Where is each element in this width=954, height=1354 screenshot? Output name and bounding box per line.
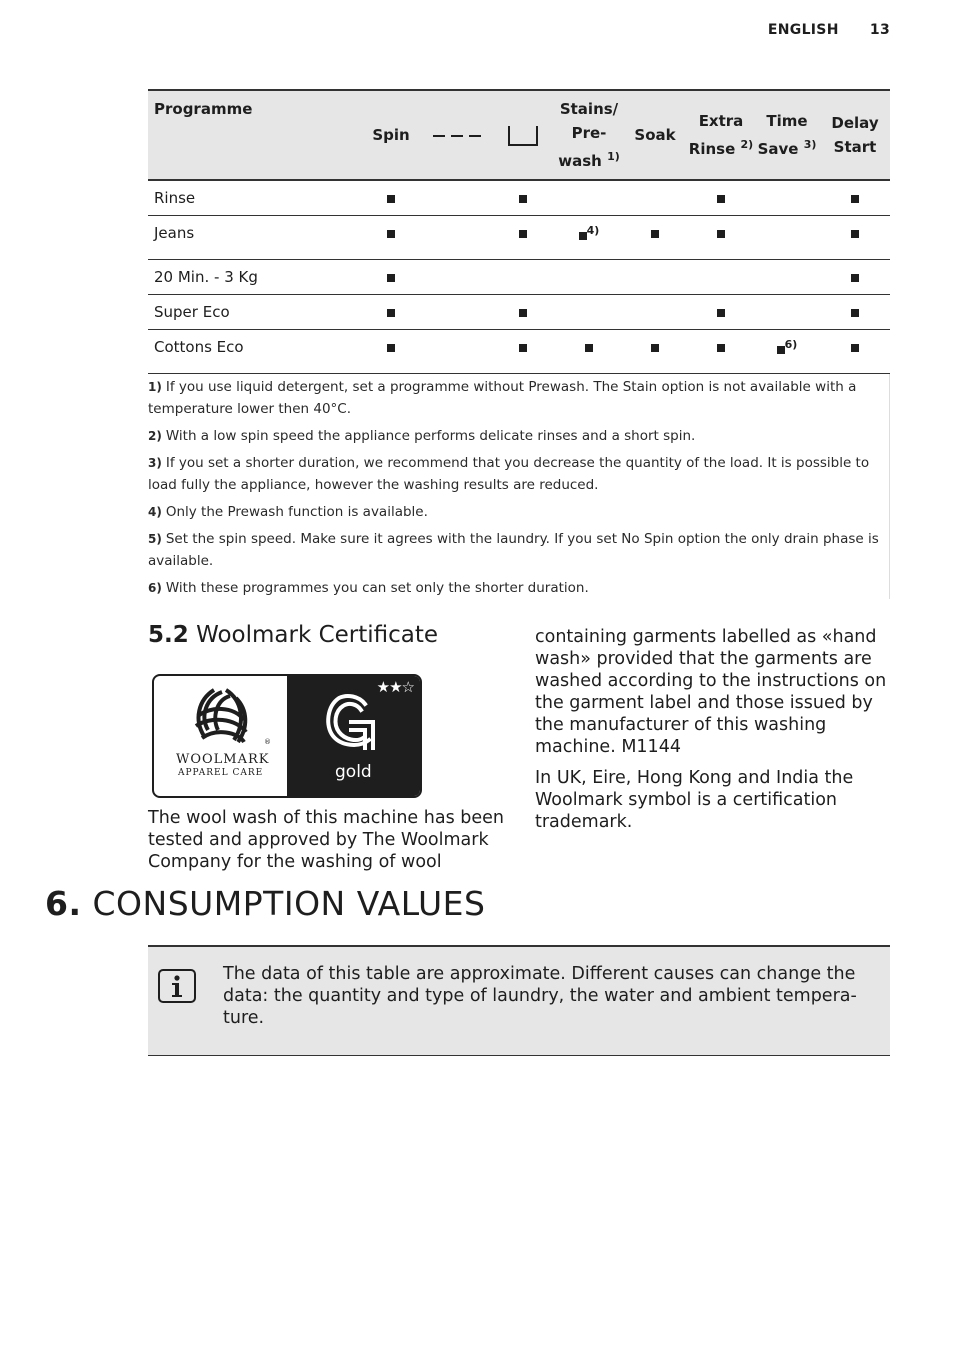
availability-mark: [585, 344, 593, 352]
woolmark-registered: ®: [264, 738, 271, 746]
option-cell: [820, 330, 890, 374]
option-cell: [688, 295, 754, 330]
option-cell: [622, 330, 688, 374]
table-footnotes: [148, 374, 890, 599]
footnote: [148, 501, 889, 523]
woolmark-g-icon: [287, 676, 420, 756]
info-icon: [158, 969, 196, 1003]
table-body: [148, 180, 890, 374]
programme-name: 20 Min. - 3 Kg: [154, 268, 258, 286]
info-text: The data of this table are approximate. Different causes can change the data: the quantity and type of laundry, the water and ambient tempera- ture.: [223, 964, 857, 1028]
info-box: [148, 945, 890, 1056]
header-stains-l2: Pre-: [571, 124, 607, 142]
availability-mark: [651, 230, 659, 238]
availability-mark: [851, 230, 859, 238]
header-spin: Spin: [372, 126, 410, 144]
woolmark-paragraph-right-1: containing garments labelled as «hand wash» provided that the garments are washed according to the instructions on the garment label and those issued by the manufacturer of this washing machine. M1144: [535, 627, 887, 757]
option-cell: [556, 180, 622, 216]
header-stains-l1: Stains/: [559, 100, 619, 118]
woolmark-paragraph-right-2: In UK, Eire, Hong Kong and India the Woolmark symbol is a certification trademark.: [535, 768, 854, 832]
programme-name: Cottons Eco: [154, 338, 244, 356]
footnote-number: 4): [148, 505, 162, 519]
option-cell: [622, 180, 688, 216]
woolmark-logo-left: [154, 676, 287, 796]
option-cell: [820, 295, 890, 330]
header-extra-l2: Rinse: [688, 140, 736, 158]
availability-mark: [851, 195, 859, 203]
availability-mark: [387, 344, 395, 352]
section-6-heading: [45, 884, 485, 923]
availability-mark: [387, 195, 395, 203]
header-soak: Soak: [634, 126, 676, 144]
page-header: [768, 22, 890, 38]
header-stains-ref: 1): [607, 150, 620, 163]
option-cell: [754, 180, 820, 216]
option-cell: [358, 260, 424, 295]
option-cell: [424, 260, 490, 295]
programme-name: Jeans: [154, 224, 195, 242]
programme-name: Rinse: [154, 189, 196, 207]
page-number: 13: [869, 22, 890, 38]
availability-mark: [717, 230, 725, 238]
option-cell: [556, 260, 622, 295]
header-time-save: [754, 90, 820, 180]
option-cell: [556, 330, 622, 374]
availability-mark: [519, 309, 527, 317]
footnote-text: Set the spin speed. Make sure it agrees with the laundry. If you set No Spin option the only drain phase is available.: [148, 531, 879, 569]
option-cell: [622, 295, 688, 330]
header-language: ENGLISH: [767, 22, 839, 38]
option-cell: [622, 216, 688, 260]
option-cell: [688, 260, 754, 295]
woolmark-gold-label: gold: [335, 762, 372, 782]
footnote-text: With a low spin speed the appliance performs delicate rinses and a short spin.: [165, 428, 696, 444]
header-tub-icon: [490, 90, 556, 180]
footnote: [148, 528, 889, 572]
availability-mark: [717, 344, 725, 352]
availability-mark: [387, 230, 395, 238]
table-row: [148, 216, 890, 260]
availability-mark: [519, 230, 527, 238]
header-time-l1: Time: [766, 112, 808, 130]
option-cell: [622, 260, 688, 295]
availability-mark: [717, 309, 725, 317]
option-cell: [490, 260, 556, 295]
header-extra-ref: 2): [740, 138, 754, 151]
header-time-ref: 3): [803, 138, 817, 151]
header-extra-rinse: [688, 90, 754, 180]
option-cell: [358, 295, 424, 330]
footnote-text: If you use liquid detergent, set a programme without Prewash. The Stain option is not available with a temperature lower then 40°C.: [148, 379, 857, 417]
section-6-title: CONSUMPTION VALUES: [92, 884, 486, 923]
option-cell: [688, 180, 754, 216]
option-cell: [820, 260, 890, 295]
footnote: [148, 452, 889, 496]
header-stains-prewash: [556, 90, 622, 180]
header-programme: Programme: [154, 100, 253, 118]
footnote-number: 3): [148, 456, 162, 470]
header-time-l2: Save: [757, 140, 799, 158]
availability-mark: [851, 309, 859, 317]
footnote: [148, 577, 889, 599]
availability-mark: [717, 195, 725, 203]
woolmark-paragraph-right: [535, 626, 890, 842]
option-cell: [556, 216, 622, 260]
header-delay-l2: Start: [833, 138, 877, 156]
option-cell: [820, 180, 890, 216]
option-cell: [490, 180, 556, 216]
section-5-2-number: 5.2: [148, 622, 189, 648]
woolmark-sub: APPAREL CARE: [178, 768, 264, 778]
option-cell: [556, 295, 622, 330]
option-cell: [424, 180, 490, 216]
availability-mark: [777, 346, 785, 354]
woolmark-gold-panel: [287, 676, 420, 796]
footnote-ref: 4): [586, 224, 600, 237]
table-row: [148, 180, 890, 216]
option-cell: [358, 216, 424, 260]
footnote-number: 6): [148, 581, 162, 595]
option-cell: [358, 180, 424, 216]
option-cell: [490, 330, 556, 374]
woolmark-logo: [152, 674, 422, 798]
option-cell: [754, 260, 820, 295]
table-row: [148, 330, 890, 374]
availability-mark: [519, 344, 527, 352]
programme-options-table: [148, 89, 890, 604]
option-cell: [754, 216, 820, 260]
availability-mark: [851, 274, 859, 282]
programme-name: Super Eco: [154, 303, 230, 321]
footnote-text: If you set a shorter duration, we recommend that you decrease the quantity of the load. It is possible to load fully the appliance, however the washing results are reduced.: [148, 455, 870, 493]
option-cell: [754, 330, 820, 374]
option-cell: [688, 330, 754, 374]
section-5-2-heading: [148, 622, 438, 648]
footnote-number: 2): [148, 429, 162, 443]
option-cell: [490, 295, 556, 330]
header-delay-l1: Delay: [831, 114, 879, 132]
option-cell: [754, 295, 820, 330]
footnote-ref: 6): [784, 338, 798, 351]
option-cell: [358, 330, 424, 374]
option-cell: [424, 330, 490, 374]
availability-mark: [387, 309, 395, 317]
woolmark-paragraph-left: The wool wash of this machine has been tested and approved by The Woolmark Company for the washing of wool: [148, 808, 504, 872]
header-stains-l3: wash: [558, 152, 602, 170]
woolmark-brand: WOOLMARK: [176, 752, 270, 767]
header-no-spin-icon: [424, 90, 490, 180]
footnote-number: 1): [148, 380, 162, 394]
availability-mark: [651, 344, 659, 352]
availability-mark: [519, 195, 527, 203]
option-cell: [820, 216, 890, 260]
header-delay-start: [820, 90, 890, 180]
option-cell: [688, 216, 754, 260]
footnote: [148, 425, 889, 447]
footnote-text: Only the Prewash function is available.: [165, 504, 428, 520]
section-6-number: 6.: [45, 884, 82, 923]
option-cell: [424, 295, 490, 330]
footnote-number: 5): [148, 532, 162, 546]
header-extra-l1: Extra: [698, 112, 744, 130]
woolmark-stars: ★★☆: [376, 678, 414, 696]
footnote-text: With these programmes you can set only the shorter duration.: [165, 580, 589, 596]
availability-mark: [579, 232, 587, 240]
section-5-2-title: Woolmark Certificate: [196, 622, 439, 648]
table-row: [148, 295, 890, 330]
option-cell: [490, 216, 556, 260]
table-row: [148, 260, 890, 295]
availability-mark: [851, 344, 859, 352]
availability-mark: [387, 274, 395, 282]
option-cell: [424, 216, 490, 260]
table-header-row: [148, 90, 890, 180]
footnote: [148, 376, 889, 420]
